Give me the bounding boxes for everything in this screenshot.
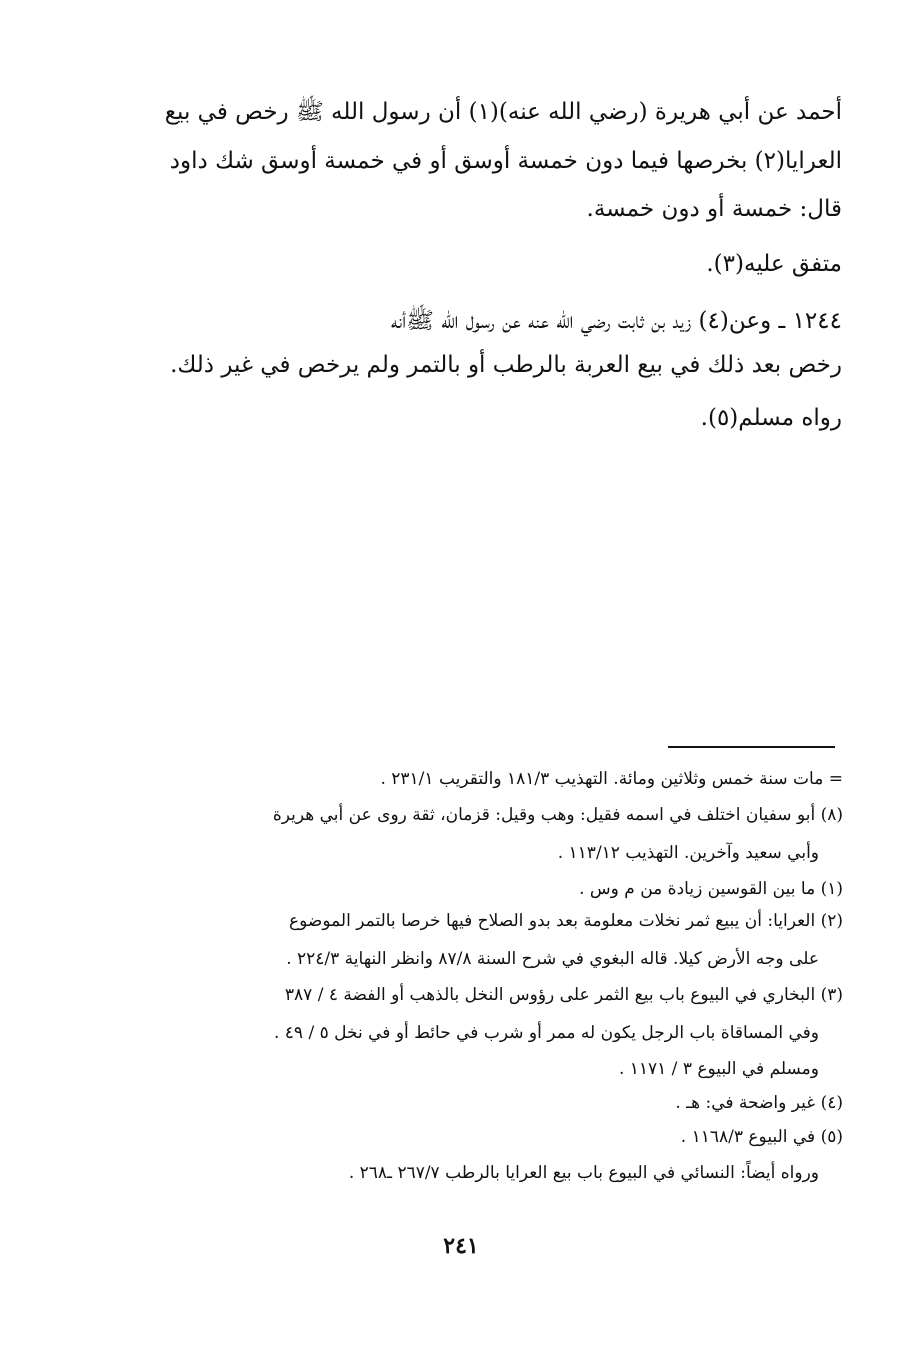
footnote-8-line-2: وأبي سعيد وآخرين. التهذيب ١١٣/١٢ .	[557, 843, 819, 863]
hadith-1244-line-2: رخص بعد ذلك في بيع العربة بالرطب أو بالتمر ولم يرخص في غير ذلك.	[170, 352, 842, 378]
main-line-1: أحمد عن أبي هريرة (رضي الله عنه)(١) أن رسول الله ﷺ رخص في بيع	[164, 99, 842, 125]
footnote-3-line-2: وفي المساقاة باب الرجل يكون له ممر أو شرب في حائط أو في نخل ٥ / ٤٩ .	[273, 1023, 819, 1043]
footnote-1: (١) ما بين القوسين زيادة من م وس .	[579, 879, 843, 899]
main-line-4: متفق عليه(٣).	[706, 251, 842, 277]
footnote-divider	[668, 746, 835, 748]
main-line-3: قال: خمسة أو دون خمسة.	[586, 196, 842, 222]
footnote-2-line-1: (٢) العرايا: أن يبيع ثمر نخلات معلومة بعد بدو الصلاح فيها خرصا بالتمر الموضوع	[288, 911, 843, 931]
footnote-4: (٤) غير واضحة في: هـ .	[675, 1093, 843, 1113]
footnote-5: (٥) في البيوع ١١٦٨/٣ .	[680, 1127, 843, 1147]
main-line-7: رواه مسلم(٥).	[700, 405, 842, 431]
footnote-8-line-1: (٨) أبو سفيان اختلف في اسمه فقيل: وهب وقيل: قزمان، ثقة روى عن أبي هريرة	[272, 805, 843, 825]
footnote-2-line-2: على وجه الأرض كيلا. قاله البغوي في شرح السنة ٨٧/٨ وانظر النهاية ٢٢٤/٣ .	[286, 949, 819, 969]
footnote-5-line-2: ورواه أيضاً: النسائي في البيوع باب بيع العرايا بالرطب ٢٦٧/٧ ـ٢٦٨ .	[348, 1163, 819, 1183]
main-line-2: العرايا(٢) بخرصها فيما دون خمسة أوسق أو في خمسة أوسق شك داود	[169, 148, 842, 174]
footnote-3-line-3: ومسلم في البيوع ٣ / ١١٧١ .	[618, 1059, 819, 1079]
hadith-1244-line-1: ١٢٤٤ ـ وعن(٤) زيد بن ثابت رضي الله عنه عن رسول الله ﷺأنه	[390, 308, 842, 334]
footnote-3-line-1: (٣) البخاري في البيوع باب بيع الثمر على رؤوس النخل بالذهب أو الفضة ٤ / ٣٨٧	[284, 985, 843, 1005]
footnote-continued: = مات سنة خمس وثلاثين ومائة. التهذيب ١٨١/٣ والتقريب ٢٣١/١ .	[380, 769, 843, 789]
page-number: ٢٤١	[443, 1233, 479, 1259]
